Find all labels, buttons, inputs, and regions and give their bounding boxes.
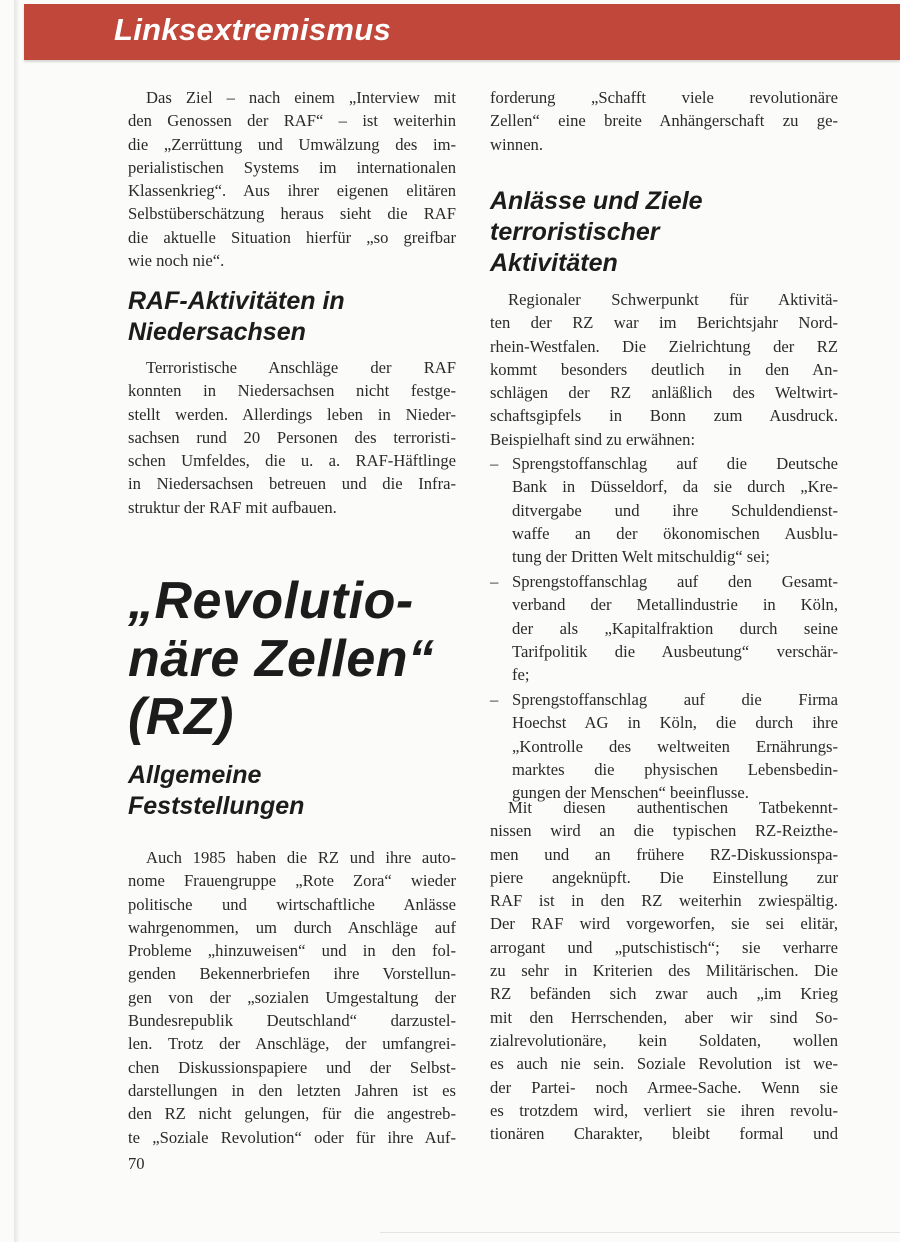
text-line: es auch nie sein. Soziale Revolution ist we- — [490, 1054, 838, 1074]
section-title: Linksextremismus — [114, 12, 392, 47]
text-line: gen von der „sozialen Umgestaltung der — [128, 987, 456, 1007]
text-line: Sprengstoffanschlag auf die Firma — [512, 690, 838, 709]
text-line: es trotzdem wird, verliert sie ihren revolu- — [490, 1100, 838, 1120]
text-line: Klassenkrieg“. Aus ihrer eigenen elitären — [128, 181, 456, 201]
text-line: konnten in Niedersachsen nicht festge- — [128, 381, 456, 401]
text-line: der als „Kapitalfraktion durch seine — [512, 618, 838, 638]
text-line: ditvergabe und ihre Schuldendienst- — [512, 500, 838, 520]
text-line: Tarifpolitik die Ausbeutung“ verschär- — [512, 641, 838, 661]
heading-line: terroristischer — [490, 218, 660, 246]
text-line: stellt werden. Allerdings leben in Nieder- — [128, 404, 456, 424]
text-line: Probleme „hinzuweisen“ und in den fol- — [128, 941, 456, 961]
text-line: Hoechst AG in Köln, die durch ihre — [512, 713, 838, 733]
list-item-text — [512, 452, 838, 568]
text-line: schaftsgipfels in Bonn zum Ausdruck. — [490, 406, 838, 426]
list-item — [490, 688, 838, 804]
paragraph-raf-goal — [128, 86, 456, 272]
page-number: 70 — [128, 1154, 145, 1173]
text-line: fe; — [512, 665, 530, 685]
text-line: schlägen der RZ anläßlich des Weltwirt- — [490, 383, 838, 403]
text-line: perialistischen Systems im internationalen — [128, 157, 456, 177]
text-line: Das Ziel – nach einem „Interview mit — [146, 88, 456, 107]
dash-bullet: – — [490, 572, 499, 591]
text-line: Terroristische Anschläge der RAF — [146, 358, 456, 377]
heading-line: „Revolutio- — [128, 572, 414, 630]
text-line: „Kontrolle des weltweiten Ernährungs- — [512, 736, 838, 756]
list-item-text — [512, 570, 838, 686]
text-line: Mit diesen authentischen Tatbekennt- — [508, 798, 838, 817]
text-line: genden Bekennerbriefen ihre Vorstellun- — [128, 964, 456, 984]
text-line: len. Trotz der Anschläge, der umfangrei- — [128, 1034, 456, 1054]
text-line: ten der RZ war im Berichtsjahr Nord- — [490, 313, 838, 333]
heading-anlaesse-ziele — [490, 186, 838, 279]
text-line: kommt besonders deutlich in den An- — [490, 359, 838, 379]
paragraph-regional-focus — [490, 288, 838, 451]
text-line: gungen der Menschen“ beeinflusse. — [512, 783, 749, 803]
list-item — [490, 570, 838, 686]
text-line: winnen. — [490, 134, 543, 154]
paragraph-raf-niedersachsen — [128, 356, 456, 519]
text-line: wahrgenommen, um durch Anschläge auf — [128, 917, 456, 937]
dash-bullet: – — [490, 690, 499, 709]
heading-line: näre Zellen“ — [128, 630, 435, 688]
scan-bottom-edge — [380, 1232, 900, 1233]
text-line: den Genossen der RAF“ – ist weiterhin — [128, 111, 456, 131]
text-line: arrogant und „putschistisch“; sie verharre — [490, 937, 838, 957]
section-header-band — [24, 4, 900, 60]
text-line: die aktuelle Situation hierfür „so greifbar — [128, 227, 456, 247]
text-line: schen Umfeldes, die u. a. RAF-Häftlinge — [128, 451, 456, 471]
text-line: te „Soziale Revolution“ oder für ihre Auf- — [128, 1127, 456, 1147]
text-line: verband der Metallindustrie in Köln, — [512, 595, 838, 615]
heading-raf-niedersachsen — [128, 286, 456, 348]
text-line: den RZ nicht gelungen, für die angestreb- — [128, 1104, 456, 1124]
text-line: in Niedersachsen betreuen und die Infra- — [128, 474, 456, 494]
list-item-text — [512, 688, 838, 804]
text-line: sachsen rund 20 Personen des terroristi- — [128, 427, 456, 447]
text-line: wie noch nie“. — [128, 251, 225, 271]
list-item — [490, 452, 838, 568]
paragraph-continued — [490, 86, 838, 156]
text-line: struktur der RAF mit aufbauen. — [128, 497, 337, 517]
text-line: men und an frühere RZ-Diskussionspa- — [490, 844, 838, 864]
text-line: forderung „Schafft viele revolutionäre — [490, 88, 838, 107]
heading-line: Feststellungen — [128, 792, 305, 820]
heading-line: (RZ) — [128, 688, 234, 746]
heading-allgemeine-feststellungen — [128, 760, 456, 822]
text-line: zialrevolutionäre, kein Soldaten, wollen — [490, 1030, 838, 1050]
text-line: Beispielhaft sind zu erwähnen: — [490, 429, 696, 449]
text-line: Auch 1985 haben die RZ und ihre auto- — [146, 848, 456, 867]
text-line: piere angeknüpft. Die Einstellung zur — [490, 867, 838, 887]
text-line: nissen wird an die typischen RZ-Reizthe- — [490, 821, 838, 841]
text-line: Bank in Düsseldorf, da sie durch „Kre- — [512, 477, 838, 497]
text-line: die „Zerrüttung und Umwälzung des im- — [128, 134, 456, 154]
text-line: marktes die physischen Lebensbedin- — [512, 759, 838, 779]
text-line: Regionaler Schwerpunkt für Aktivitä- — [508, 290, 838, 309]
text-line: zu sehr in Kriterien des Militärischen. Die — [490, 961, 838, 981]
heading-line: Anlässe und Ziele — [490, 187, 703, 215]
heading-line: Niedersachsen — [128, 318, 306, 346]
attack-list — [490, 452, 838, 803]
text-line: nome Frauengruppe „Rote Zora“ wieder — [128, 871, 456, 891]
heading-revolutionaere-zellen — [128, 572, 488, 746]
paragraph-authentic-claims — [490, 796, 838, 1145]
text-line: Der RAF wird vorgeworfen, sie sei elitär, — [490, 914, 838, 934]
text-line: der Partei- noch Armee-Sache. Wenn sie — [490, 1077, 838, 1097]
heading-line: Allgemeine — [128, 761, 262, 789]
text-line: RZ befänden sich zwar auch „im Krieg — [490, 984, 838, 1004]
heading-line: Aktivitäten — [490, 249, 618, 277]
text-line: waffe an der ökonomischen Ausblu- — [512, 523, 838, 543]
text-line: Bundesrepublik Deutschland“ darzustel- — [128, 1011, 456, 1031]
text-line: mit den Herrschenden, aber wir sind So- — [490, 1007, 838, 1027]
text-line: Sprengstoffanschlag auf die Deutsche — [512, 454, 838, 473]
text-line: tionären Charakter, bleibt formal und — [490, 1124, 838, 1144]
text-line: Selbstüberschätzung heraus sieht die RAF — [128, 204, 456, 224]
text-line: RAF ist in den RZ weiterhin zwiespältig. — [490, 891, 838, 911]
paragraph-rz-1985 — [128, 846, 456, 1149]
scan-edge — [14, 0, 19, 1242]
text-line: chen Diskussionspapiere und der Selbst- — [128, 1057, 456, 1077]
text-line: Sprengstoffanschlag auf den Gesamt- — [512, 572, 838, 591]
text-line: darstellungen in den letzten Jahren ist es — [128, 1080, 456, 1100]
text-line: politische und wirtschaftliche Anlässe — [128, 894, 456, 914]
text-line: tung der Dritten Welt mitschuldig“ sei; — [512, 547, 770, 567]
text-line: Zellen“ eine breite Anhängerschaft zu ge- — [490, 111, 838, 131]
text-line: rhein-Westfalen. Die Zielrichtung der RZ — [490, 336, 838, 356]
heading-line: RAF-Aktivitäten in — [128, 287, 345, 315]
dash-bullet: – — [490, 454, 499, 473]
